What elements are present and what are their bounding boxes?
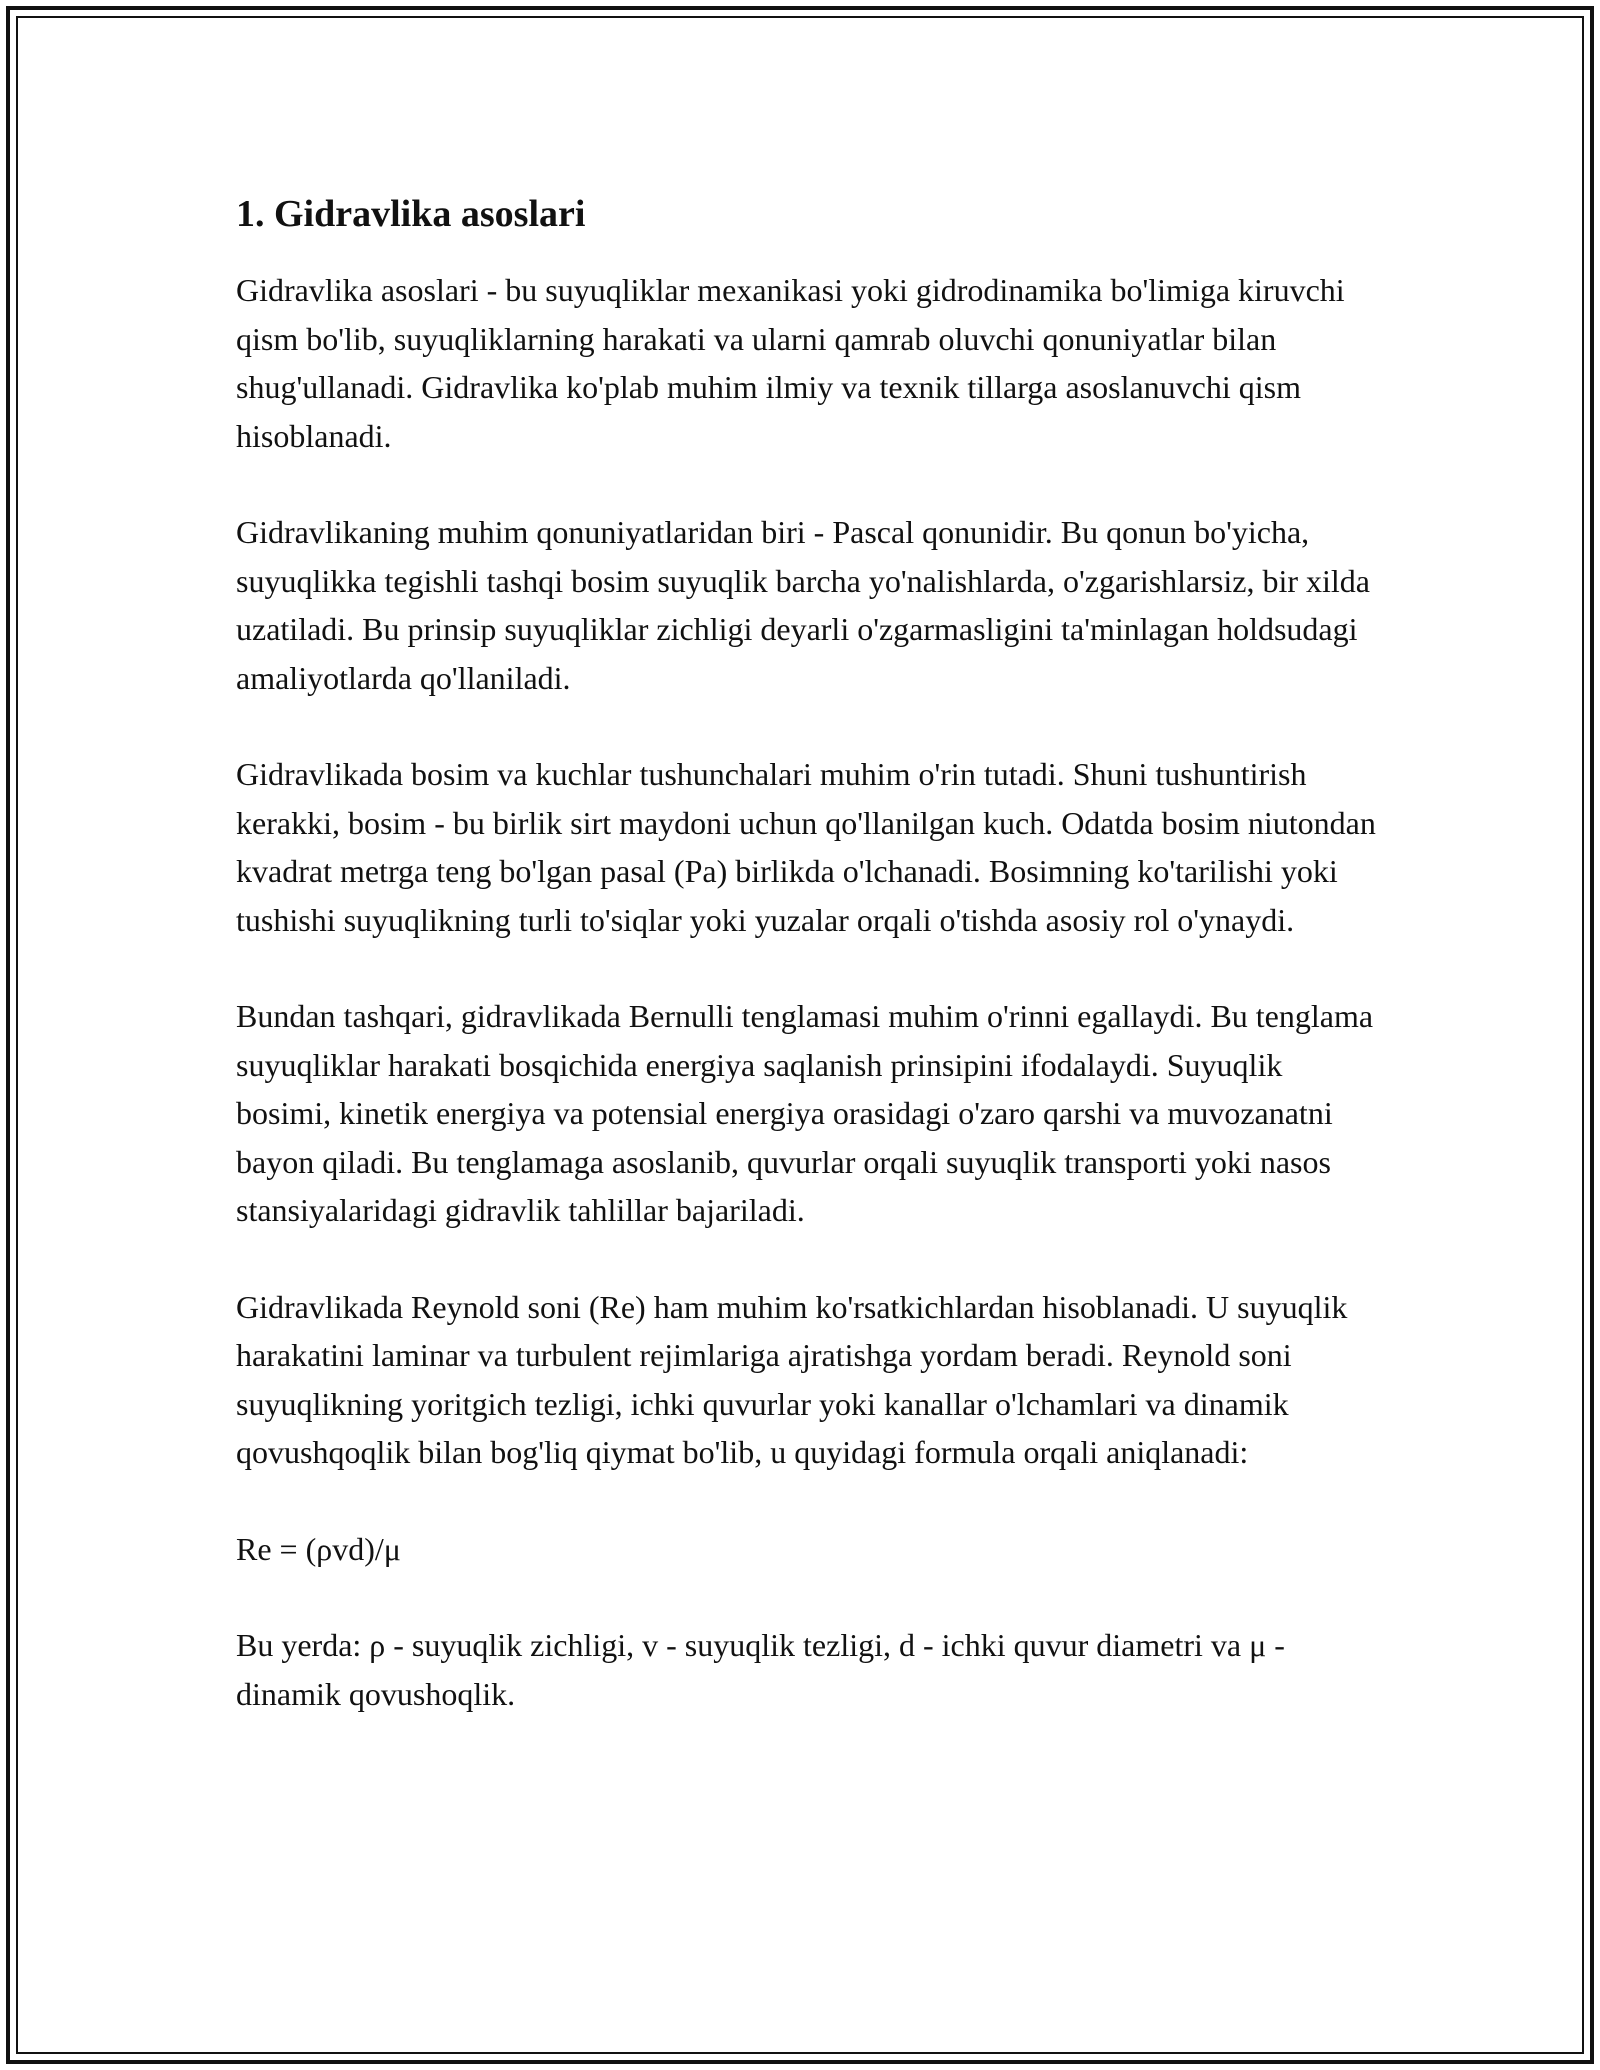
document-body	[236, 186, 1376, 1766]
paragraph-reynolds: Gidravlikada Reynold soni (Re) ham muhim ko'rsatkichlardan hisoblanadi. U suyuqlik harakatini laminar va turbulent rejimlariga ajratishga yordam beradi. Reynold soni suyuqlikning yoritgich tezligi, ichki quvurlar yoki kanallar o'lchamlari va dinamik qovushqoqlik bilan bog'liq qiymat bo'lib, u quyidagi formula orqali aniqlanadi:	[236, 1288, 1348, 1470]
reynolds-formula: Re = (ρvd)/μ	[236, 1530, 401, 1567]
paragraph-formula-legend: Bu yerda: ρ - suyuqlik zichligi, v - suyuqlik tezligi, d - ichki quvur diametri va μ - dinamik qovushoqlik.	[236, 1627, 1285, 1712]
paragraph-bernoulli: Bundan tashqari, gidravlikada Bernulli tenglamasi muhim o'rinni egallaydi. Bu tenglama suyuqliklar harakati bosqichida energiya saqlanish prinsipini ifodalaydi. Suyuqlik bosimi, kinetik energiya va potensial energiya orasidagi o'zaro qarshi va muvozanatni bayon qiladi. Bu tenglamaga asoslanib, quvurlar orqali suyuqlik transporti yoki nasos stansiyalaridagi gidravlik tahlillar bajariladi.	[236, 998, 1374, 1228]
paragraph-pressure: Gidravlikada bosim va kuchlar tushunchalari muhim o'rin tutadi. Shuni tushuntirish kerakki, bosim - bu birlik sirt maydoni uchun qo'llanilgan kuch. Odatda bosim niutondan kvadrat metrga teng bo'lgan pasal (Pa) birlikda o'lchanadi. Bosimning ko'tarilishi yoki tushishi suyuqlikning turli to'siqlar yoki yuzalar orqali o'tishda asosiy rol o'ynaydi.	[236, 756, 1376, 938]
paragraph-intro: Gidravlika asoslari - bu suyuqliklar mexanikasi yoki gidrodinamika bo'limiga kiruvchi qism bo'lib, suyuqliklarning harakati va ularni qamrab oluvchi qonuniyatlar bilan shug'ullanadi. Gidravlika ko'plab muhim ilmiy va texnik tillarga asoslanuvchi qism hisoblanadi.	[236, 272, 1345, 454]
paragraph-pascal: Gidravlikaning muhim qonuniyatlaridan biri - Pascal qonunidir. Bu qonun bo'yicha, suyuqlikka tegishli tashqi bosim suyuqlik barcha yo'nalishlarda, o'zgarishlarsiz, bir xilda uzatiladi. Bu prinsip suyuqliklar zichligi deyarli o'zgarmasligini ta'minlagan holdsudagi amaliyotlarda qo'llaniladi.	[236, 514, 1370, 696]
document-title: 1. Gidravlika asoslari	[236, 193, 586, 235]
